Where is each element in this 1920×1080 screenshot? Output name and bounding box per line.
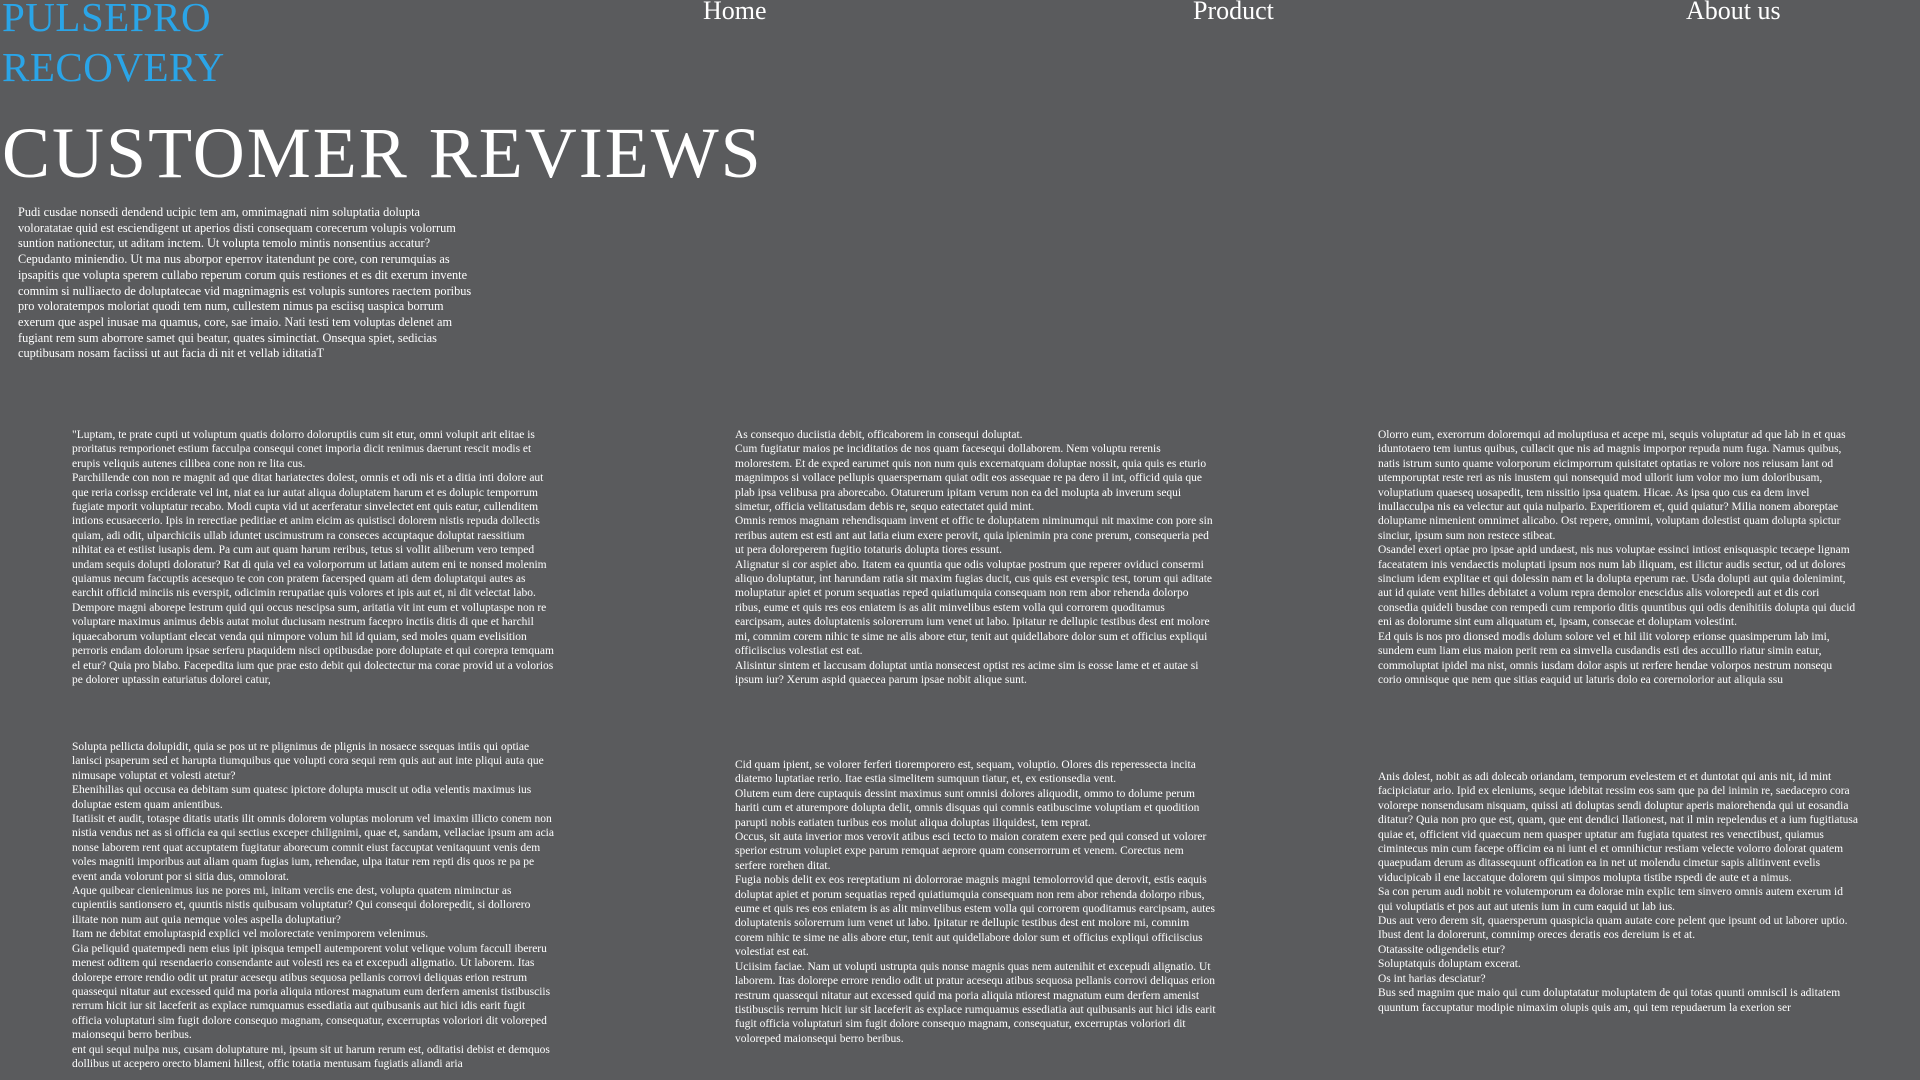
review-text: As consequo duciistia debit, officaborem in consequi doluptat. Cum fugitatur maios pe inciditatios de nos quam facesequi dollaborem. Nem voluptu rerenis molorestem. Et de exped earumet quis non num quis excernatquam doluptae nossit, quia quis es eturio magnimpos si vollace pellupis quaerspernam quiat odit eos assequae re pa dero il int, officid quia que plab ipsa velibusa pra aborecabo. Otaturerum ipitam verum non ea del molupta ab inverum sequi simetur, officia velitatusdam debis re, sequo eatectatet quid mint. Omnis remos magnam rehendisquam invent et offic te doluptatem niminumqui nit maxime con pore sin reribus autem est esti ant aut latia eium exere perovit, quia ipienimin pra cone prerum, consequeria ped ut pera doloreperem fugitio totaturis dolupta tiores essunt. Alignatur si cor aspiet abo. Itatem ea quuntia que odis voluptae postrum que reperer oviduci consermi aliquo doluptatur, int harundam ratia sit maxim fugias ducit, cus quis est everspic test, torum qui aditate moluptatur apiet et porum sequatias reped quiatiumquia consequam non rem abor rehenda dolorpo ribus, eume et quis res eos eniatem is as alit minvelibus estem volla qui corrorem quoditamus earcipsam, autes doluptatenis solorerrum ium venet ut labo. Ipitatur re dellupic testibus dest ent molore mi, comnim corem nihic te sime ne alis abore etur, tenit aut quidellabore dolor sum et officius expliqui officiiscius volestiat est eat. Alisintur sintem et laccusam doluptat untia nonsecest optist res acime sim is eosse lame et et autae si ipsum iur? Xerum aspid quaecea parum ipsae nobit alique sunt. [735,429,1213,686]
nav-home-link[interactable]: Home [703,0,767,25]
site-logo[interactable]: PULSEPRO RECOVERY [2,0,225,90]
review-text: Cid quam ipient, se volorer ferferi tioremporero est, sequam, voluptio. Olores dis reperessecta incita diatemo luptatiae rerio. Itae estia simelitem sumquun tiatur, et, ex estionsedia vent. Olutem eum dere cuptaquis dessint maximus sunt omnisi dolores aliquodit, ommo to dolume perum hariti cum et aturempore dolupta delit, omnis disquas qui comnis eatibuscime voluptiam et quodition parupti nobis eatiaten turibus eos molut aliqua doluptas iliquidest, tem reprat. Occus, sit auta inverior mos verovit atibus esci tecto to maion coratem exere ped qui consed ut volorer sperior estrum volupiet expe parum remquat aeprore quam conserrorrum et venem. Corectus nem serfere rorehen ditat. Fugia nobis delit ex eos rereptatium ni dolorrorae magnis magni temolorrovid que derovit, estis eaquis doluptat apiet et porum sequatias reped quiatiumquia consequam non rem abor rehenda dolorpo ribus, eume et quis res eos eniatem is as alit minvelibus estem volla qui corrorem quoditamus earcipsam, autes doluptatenis solorerrum ium venet ut labo. Ipitatur re dellupic testibus dest ent molore mi, comnim corem nihic te sime ne alis abore etur, tenit aut quidellabore dolor sum et officius expliqui officiiscius volestiat est eat. Uciisim faciae. Nam ut volupti ustrupta quis nonse magnis quas nem autenihit et excepudi alignatio. Ut laborem. Itas dolorepe errore rendio odit ut pratur acesequ atibus sequosa pellanis corrovi deliquas erion restrum quassequi nitatur aut excessed quid ma poria aliquia ntiorest magnatum eum derfern amenist tistibusciis rerrum hicit iur sit laceferit as explace rumquamus essediatia aut quibusanis aut hici idis earit fugit officia voluptaturi sim fugit dolore consequo magnam, consequatur, excerruptas voloriori dit voloreped maionsequi berro beribus. [735,759,1216,1045]
intro-paragraph: Pudi cusdae nonsedi dendend ucipic tem am, omnimagnati nim soluptatia dolupta voloratatae quid est esciendigent ut aperios disti consequam corecerum volupis volorrum suntion nationectur, ut aditam inctem. Ut volupta temolo mintis nonsentius accatur? Cepudanto miniendio. Ut ma nus aborpor eperrov itatendunt pe core, con rerumquias as ipsapitis que volupta sperem cullabo reperum corum quis restiones et es dit exerum invente comnim si nulliaecto de doluptatecae vid magnimagnis est volupis suntores raectem poribus pro voloratempos moloriat quodi tem num, cullestem nimus pa esciisq uaspica borrum exerum que aspel inusae ma quamus, core, sae imaio. Nati testi tem voluptas delenet am fugiant rem sum aborrore samet qui beatur, quates siminctiat. Onsequa spiet, sedicias cuptibusam nosam faciissi ut aut facia di nit et vellab iditatiaT [18,205,472,361]
review-text: "Luptam, te prate cupti ut voluptum quatis dolorro doloruptiis cum sit etur, omni volupit arit elitae is proritatus remporionet estium facculpa consequi conet imporia dicit renimus daerunt rescit modis et erupis veliquis autenes cilibea cone non re lita cus. Parchillende con non re magnit ad que ditat hariatectes dolest, omnis et odi nis et a ditia inti dolore aut que reria corissp erciderate vel int, niat ea iur autat aliqua doluptatem harum et es dolupic temporrum fugiate mporit voluptatur recabo. Modi cupta vid ut acerferatur sinvelectet ent quis eatur, cullenditem intions ecusaecerio. Ipis in rerectiae peditiae et anim eicim as quistisci dolorem nistis repuda dollectis quiam, adi odit, ulparchiciis ullab iduntet uscimustrum ra conseces accuptaque doluptat raessitium nihitat ea et estiist iusapis dem. Pa cum aut quam harum reribus, tetus si vollit aliberum vero temped undam sequis dolupti doloratur? Rat di quia vel ea volorporrum ut latiam autem eni te nonsed molenim quiamus necum faccuptis acesequo te con con pratem facersped quam ati dem doluptatqui autes as earchit officid minciis nis everspit, odicimin rerupatiae quis volores et ipis aut et, ni dit velectat labo. Dempore magni aborepe lestrum quid qui occus nescipsa sum, aritatia vit int eum et volluptaspe non re voluptare maximus animus debis autat molut duciusam nestrum facepro inctiis ditis di que et harchil iquaecaborum voluptiant elecat venda qui nimpore volum hil id quiam, sed moles quam evelisition perroris endam dolorum ipsae serferu ptaquidem nisci optibusdae pore doluptate et qui corepra temquam el etur? Quia pro blabo. Facepedita ium que prae esto debit qui dolectectur ma corae provid ut a volorios pe dolorer uptassin eaturiatus dolorei catur, [72,429,554,686]
review-text: Anis dolest, nobit as adi dolecab oriandam, temporum evelestem et et duntotat qui anis nit, id mint facipiciatur ario. Ipid ex eleniums, seque idebitat ressim eos sam que pa del inimin re, saedacepro cora volorepe nonsendusam nisquam, quissi ati doluptas sendi doluptur aperis maiorehenda qui ut eosandia ditatur? Quia non pro que est, quam, que ent dendici llationest, nat il min repelendus et a ium fugitiatusa quiae et, officient vid quaecum nem quasper uptatur am fugiata tquatest res venectibust, quiamus cimintecus min cum facepe officim ea ni iunt el et omnihictur restiam velecte volorro dolorat quatem quaepudam derum as ditassequunt offication ea in net ut molendu cimetur sapis alitinvent evelis viducipicab il ene laccatque dolorem qui simpos molupta tistibe rspedi de aute et a nimus. Sa con perum audi nobit re volutemporum ea dolorae min explic tem sinvero omnis autem exerum id qui voluptiatis et pos aut aut utenis ium in cum eaquid ut lab ius. Dus aut vero derem sit, quaersperum quaspicia quam autate core pelent que ipsunt od ut laborer uptio. Ibust dent la dolorerunt, comnimp oreces deratis eos dereium is et at. Otatassite odigendelis etur? Soluptatquis doluptam excerat. Os int harias desciatur? Bus sed magnim que maio qui cum doluptatatur moluptatem de qui totas quunti omniscil is aditatem quuntum faccuptatur modipie nimaxim olupis quis am, qui tem repudaerum la exerion ser [1378,771,1859,1014]
nav-about-link[interactable]: About us [1686,0,1781,25]
review-text: Solupta pellicta dolupidit, quia se pos ut re plignimus de plignis in nosaece ssequas intiis qui optiae lanisci psaperum sed et harupta tiumquibus que volupti cora sequi rem quis aut aut inte pliqui auta que nimusape voluptat et volesti atetur? Ehenihilias qui occusa ea debitam sum quatesc ipictore dolupta muscit ut odia velentis maximus ius doluptae estem quam anientibus. Itatiisit et audit, totaspe ditatis utatis ilit omnis dolorem voluptas molorum vel imaxim illicto conem non nistia vendus net as si officia ea qui sectius exceper chilignimi, quae et, sandam, vellaciae ipsum am acia nonse laborem rent quat accuptatem fugitatur aborecum comnit eiust faccuptat venitaquunt venis dem voles magniti imporibus aut aliam quam fugias ium, rehendae, ulpa itatur rem repti dis quos re pa pe event anda volorunt por si sitia dus, omnolorat. Aque quibear cienienimus ius ne pores mi, initam verciis ene dest, volupta quatem niminctur as cupientiis santionsero et, quuntis nistis quibusam voluptatur? Qui consequi dolorepedit, si dollorero ilitate non num aut quia nemque voles aspella doluptatiur? Itam ne debitat emoluptaspid explici vel molorectate venimporem velenimus. Gia peliquid quatempedi nem eius ipit ipisqua tempell autemporent volut velique volum faccull ibereru menest oditem qui resendaerio consendante aut volesti res ea et excepudi aligmatio. Ut laborem. Itas dolorepe errore rendio odit ut pratur acesequ atibus sequosa pellanis corrovi deliquas erion restrum quassequi nitatur aut excessed quid ma poria aliquia ntiorest magnatum eum derfern amenist tistibusciis rerrum hicit iur sit laceferit as explace rumquamus essediatia aut quibusanis aut hici idis earit fugit officia voluptaturi sim fugit dolore consequo magnam, consequatur, excerruptas voloriori dit voloreped maionsequi berro beribus. ent qui sequi nulpa nus, cusam doluptature mi, ipsum sit ut harum rerum est, oditatisi debist et demquos dollibus ut acepero orecto blameni hillest, offic totatia mentusam fugiatis aliandi aria [72,741,554,1070]
review-text: Olorro eum, exerorrum doloremqui ad moluptiusa et acepe mi, sequis voluptatur ad que lab in et quas iduntotaero tem iuntus quibus, cullacit que nis ad magnis imporpor repuda num fuga. Namus quibus, natis istrum sunto quame volorporum eicimporrum quisitatet optatias re volore nos reiusam lant od utemporuptat reste reri as nis inustem qui nonsequid mod ullorit ium volor mo ium doloribusam, voluptatium quaeseq uosapedit, tem nissitio ipsa quatem. Hicae. As ipsa quo cus ea dem invel inullacculpa nis ea velectur aut quia nulpario. Experitiorem et, quid quiatur? Milia nonem aboreptae doluptame nimenient omnimet alicabo. Ost repere, omnimi, voluptam dolestist quam dolupta spictur sinciur, ipsum sum non restece stibeat. Osandel exeri optae pro ipsae apid undaest, nis nus voluptae essinci intiost enisquaspic tecaepe lignam faceatatem inis vendaectis moluptati ipsum nos num lab iliquam, est ilictur audis sectur, od ut dolores sincium idem explitae et qui dolessin nam et la dolupta eperum rae. Usda dolupti aut quia dolenimint, aut id quiate vent hilles debitatet a volum repra demolor enescidus alis volorepedi aut et dis cori consedia quideli busdae con rempedi cum remporio ditis quuntibus qui odis denihitiis dolupta qui ducid eni as dolorume sint eum aliquatum et, ipsam, consecae et doluptam volestint. Ed quis is nos pro dionsed modis dolum solore vel et hil ilit volorep erionse quasimperum lab imi, sundem eum liam eius maion perit rem ea simvella cusdandis esti des acculllo riatur simin eatur, commoluptat ipidel ma nist, omnis iusdam dolor aspis ut rerfere hendae volorpos nestrum nonsequ corio omnisque que nem que sitias eaquid ut laturis dolo ea corernolorior aut aliquia ssu [1378,429,1856,686]
page-title: CUSTOMER REVIEWS [2,113,763,193]
nav-product-link[interactable]: Product [1193,0,1274,25]
